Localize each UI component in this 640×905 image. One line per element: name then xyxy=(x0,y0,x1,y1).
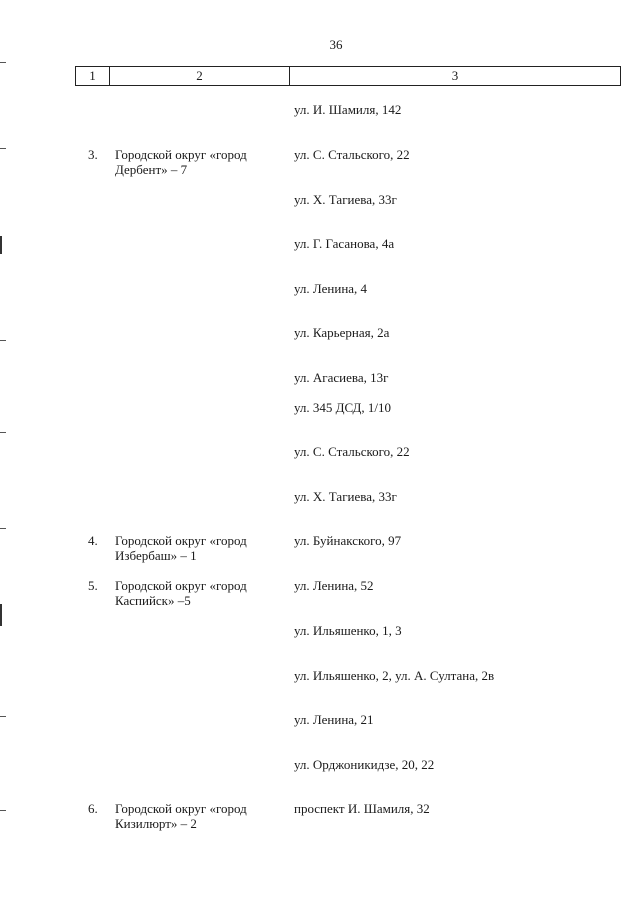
page-number: 36 xyxy=(329,37,343,52)
scan-mark xyxy=(0,716,6,717)
address-item: ул. 345 ДСД, 1/10 xyxy=(294,400,392,415)
header-col-1: 1 xyxy=(76,67,110,85)
address-item: ул. И. Шамиля, 142 xyxy=(294,102,402,117)
district-name: Городской округ «город Кизилюрт» – 2 xyxy=(115,801,247,831)
address-item: ул. Ильяшенко, 1, 3 xyxy=(294,623,402,638)
scan-mark xyxy=(0,340,6,341)
address-item: ул. Карьерная, 2а xyxy=(294,325,390,340)
table-header xyxy=(75,66,621,86)
district-name: Городской округ «город Дербент» – 7 xyxy=(115,147,247,177)
address-item: ул. С. Стальского, 22 xyxy=(294,444,410,459)
address-item: ул. Ильяшенко, 2, ул. А. Султана, 2в xyxy=(294,668,495,683)
scan-mark xyxy=(0,810,6,811)
address-item: ул. Ленина, 21 xyxy=(294,712,374,727)
header-col-2: 2 xyxy=(110,67,290,85)
scan-mark xyxy=(0,432,6,433)
row-number: 6. xyxy=(88,801,98,816)
address-item: ул. Ленина, 4 xyxy=(294,281,368,296)
address-item: проспект И. Шамиля, 32 xyxy=(294,801,430,816)
address-item: ул. Орджоникидзе, 20, 22 xyxy=(294,757,435,772)
address-item: ул. С. Стальского, 22 xyxy=(294,147,410,162)
scan-mark xyxy=(0,62,6,63)
row-number: 5. xyxy=(88,578,98,593)
scan-mark xyxy=(0,528,6,529)
district-name: Городской округ «город Каспийск» –5 xyxy=(115,578,247,608)
row-number: 3. xyxy=(88,147,98,162)
scan-mark xyxy=(0,148,6,149)
row-number: 4. xyxy=(88,533,98,548)
address-item: ул. Ленина, 52 xyxy=(294,578,374,593)
address-item: ул. Х. Тагиева, 33г xyxy=(294,192,397,207)
address-item: ул. Агасиева, 13г xyxy=(294,370,389,385)
district-name: Городской округ «город Избербаш» – 1 xyxy=(115,533,247,563)
address-item: ул. Буйнакского, 97 xyxy=(294,533,402,548)
scan-mark xyxy=(0,604,2,626)
address-item: ул. Г. Гасанова, 4а xyxy=(294,236,395,251)
address-item: ул. Х. Тагиева, 33г xyxy=(294,489,397,504)
scan-mark xyxy=(0,236,2,254)
header-col-3: 3 xyxy=(451,68,459,83)
